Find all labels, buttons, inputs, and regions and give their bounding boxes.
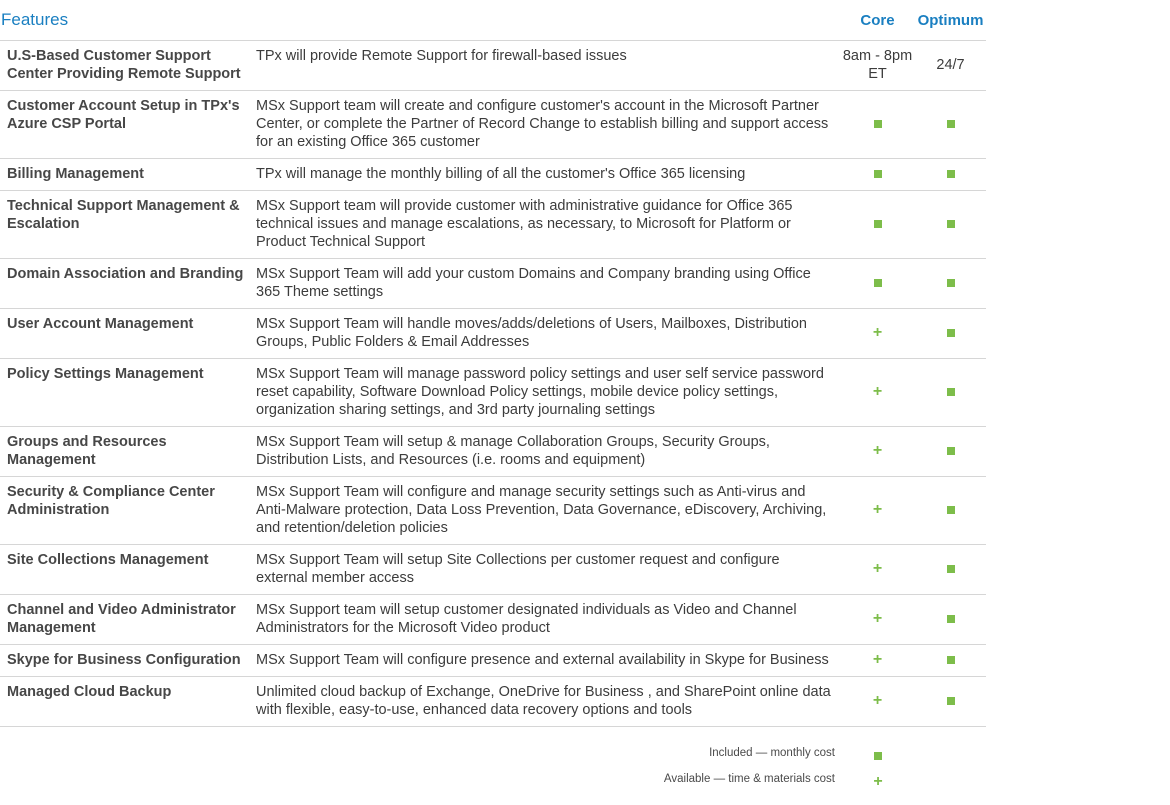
optimum-availability bbox=[915, 677, 986, 727]
plus-icon: + bbox=[872, 651, 883, 669]
optimum-plan-heading: Optimum bbox=[915, 0, 986, 41]
core-availability bbox=[840, 677, 915, 727]
description-heading bbox=[250, 0, 840, 41]
core-plan-heading: Core bbox=[840, 0, 915, 41]
feature-description: MSx Support Team will configure presence and external availability in Skype for Business bbox=[250, 645, 840, 677]
core-availability bbox=[840, 645, 915, 677]
optimum-availability bbox=[915, 259, 986, 309]
feature-name: Domain Association and Branding bbox=[0, 259, 250, 309]
square-icon bbox=[874, 120, 882, 128]
plus-icon: + bbox=[872, 442, 883, 460]
table-row bbox=[0, 477, 986, 545]
table-row bbox=[0, 595, 986, 645]
table-row bbox=[0, 309, 986, 359]
feature-description: MSx Support Team will configure and manage security settings such as Anti-virus and Anti-Malware protection, Data Loss Prevention, Data Governance, eDiscovery, Archiving, and retention/deletion policies bbox=[250, 477, 840, 545]
table-row bbox=[0, 545, 986, 595]
square-icon bbox=[947, 615, 955, 623]
plus-icon: + bbox=[872, 501, 883, 519]
core-availability bbox=[840, 191, 915, 259]
optimum-availability bbox=[915, 191, 986, 259]
feature-name: Security & Compliance Center Administration bbox=[0, 477, 250, 545]
optimum-availability bbox=[915, 159, 986, 191]
feature-description: MSx Support Team will handle moves/adds/deletions of Users, Mailboxes, Distribution Groups, Public Folders & Email Addresses bbox=[250, 309, 840, 359]
plus-icon: + bbox=[872, 610, 883, 628]
square-icon bbox=[947, 388, 955, 396]
plus-icon: + bbox=[872, 560, 883, 578]
feature-description: MSx Support team will setup customer designated individuals as Video and Channel Administrators for the Microsoft Video product bbox=[250, 595, 840, 645]
legend-available-row bbox=[0, 771, 986, 791]
square-icon bbox=[874, 170, 882, 178]
optimum-availability bbox=[915, 91, 986, 159]
core-availability bbox=[840, 359, 915, 427]
square-icon bbox=[947, 656, 955, 664]
core-availability bbox=[840, 477, 915, 545]
table-header-row bbox=[0, 0, 986, 41]
optimum-availability bbox=[915, 477, 986, 545]
feature-description: MSx Support team will create and configure customer's account in the Microsoft Partner Center, or complete the Partner of Record Change to establish billing and support access for an existing Office 365 customer bbox=[250, 91, 840, 159]
square-icon bbox=[874, 279, 882, 287]
optimum-availability-text: 24/7 bbox=[936, 57, 965, 73]
square-icon bbox=[947, 279, 955, 287]
feature-name: Site Collections Management bbox=[0, 545, 250, 595]
optimum-availability bbox=[915, 309, 986, 359]
feature-description: MSx Support Team will add your custom Domains and Company branding using Office 365 Theme settings bbox=[250, 259, 840, 309]
core-availability bbox=[840, 259, 915, 309]
table-row bbox=[0, 91, 986, 159]
feature-name: Technical Support Management & Escalation bbox=[0, 191, 250, 259]
optimum-availability bbox=[915, 359, 986, 427]
square-icon bbox=[947, 170, 955, 178]
feature-name: Skype for Business Configuration bbox=[0, 645, 250, 677]
feature-name: Billing Management bbox=[0, 159, 250, 191]
legend-available-label: Available — time & materials cost bbox=[663, 773, 835, 785]
feature-name: Groups and Resources Management bbox=[0, 427, 250, 477]
square-icon bbox=[947, 329, 955, 337]
feature-description: Unlimited cloud backup of Exchange, OneDrive for Business , and SharePoint online data with flexible, easy-to-use, enhanced data recovery options and tools bbox=[250, 677, 840, 727]
core-availability bbox=[840, 159, 915, 191]
optimum-availability bbox=[915, 645, 986, 677]
optimum-availability bbox=[915, 41, 986, 91]
square-icon bbox=[874, 752, 882, 760]
optimum-availability bbox=[915, 545, 986, 595]
table-row bbox=[0, 645, 986, 677]
feature-description: TPx will manage the monthly billing of all the customer's Office 365 licensing bbox=[250, 159, 840, 191]
feature-description: MSx Support Team will setup Site Collections per customer request and configure external member access bbox=[250, 545, 840, 595]
square-icon bbox=[874, 220, 882, 228]
optimum-availability bbox=[915, 427, 986, 477]
legend-included-row bbox=[0, 745, 986, 765]
feature-name: U.S-Based Customer Support Center Providing Remote Support bbox=[0, 41, 250, 91]
square-icon bbox=[947, 447, 955, 455]
table-row bbox=[0, 259, 986, 309]
feature-name: Channel and Video Administrator Management bbox=[0, 595, 250, 645]
core-availability bbox=[840, 595, 915, 645]
feature-name: Customer Account Setup in TPx's Azure CSP Portal bbox=[0, 91, 250, 159]
plus-icon: + bbox=[872, 383, 883, 401]
features-table-body bbox=[0, 41, 986, 727]
square-icon bbox=[947, 565, 955, 573]
square-icon bbox=[947, 120, 955, 128]
feature-description: TPx will provide Remote Support for firewall-based issues bbox=[250, 41, 840, 91]
optimum-availability bbox=[915, 595, 986, 645]
table-row bbox=[0, 159, 986, 191]
plus-icon: + bbox=[873, 772, 883, 790]
square-icon bbox=[947, 697, 955, 705]
table-row bbox=[0, 191, 986, 259]
feature-description: MSx Support Team will setup & manage Collaboration Groups, Security Groups, Distribution Lists, and Resources (i.e. rooms and equipment) bbox=[250, 427, 840, 477]
plus-icon: + bbox=[872, 692, 883, 710]
features-heading: Features bbox=[0, 0, 250, 41]
feature-name: Policy Settings Management bbox=[0, 359, 250, 427]
core-availability bbox=[840, 427, 915, 477]
table-row bbox=[0, 427, 986, 477]
table-row bbox=[0, 677, 986, 727]
core-availability-text: 8am - 8pm ET bbox=[842, 48, 913, 82]
table-row bbox=[0, 41, 986, 91]
feature-name: User Account Management bbox=[0, 309, 250, 359]
core-availability bbox=[840, 309, 915, 359]
square-icon bbox=[947, 220, 955, 228]
core-availability bbox=[840, 41, 915, 91]
plus-icon: + bbox=[872, 324, 883, 342]
core-availability bbox=[840, 545, 915, 595]
square-icon bbox=[947, 506, 955, 514]
feature-description: MSx Support Team will manage password policy settings and user self service password reset capability, Software Download Policy settings, mobile device policy settings, organization sharing settings, and 3rd party journaling settings bbox=[250, 359, 840, 427]
table-row bbox=[0, 359, 986, 427]
core-availability bbox=[840, 91, 915, 159]
feature-name: Managed Cloud Backup bbox=[0, 677, 250, 727]
legend-included-label: Included — monthly cost bbox=[709, 747, 835, 759]
feature-description: MSx Support team will provide customer with administrative guidance for Office 365 technical issues and manage escalations, as necessary, to Microsoft for Platform or Product Technical Support bbox=[250, 191, 840, 259]
